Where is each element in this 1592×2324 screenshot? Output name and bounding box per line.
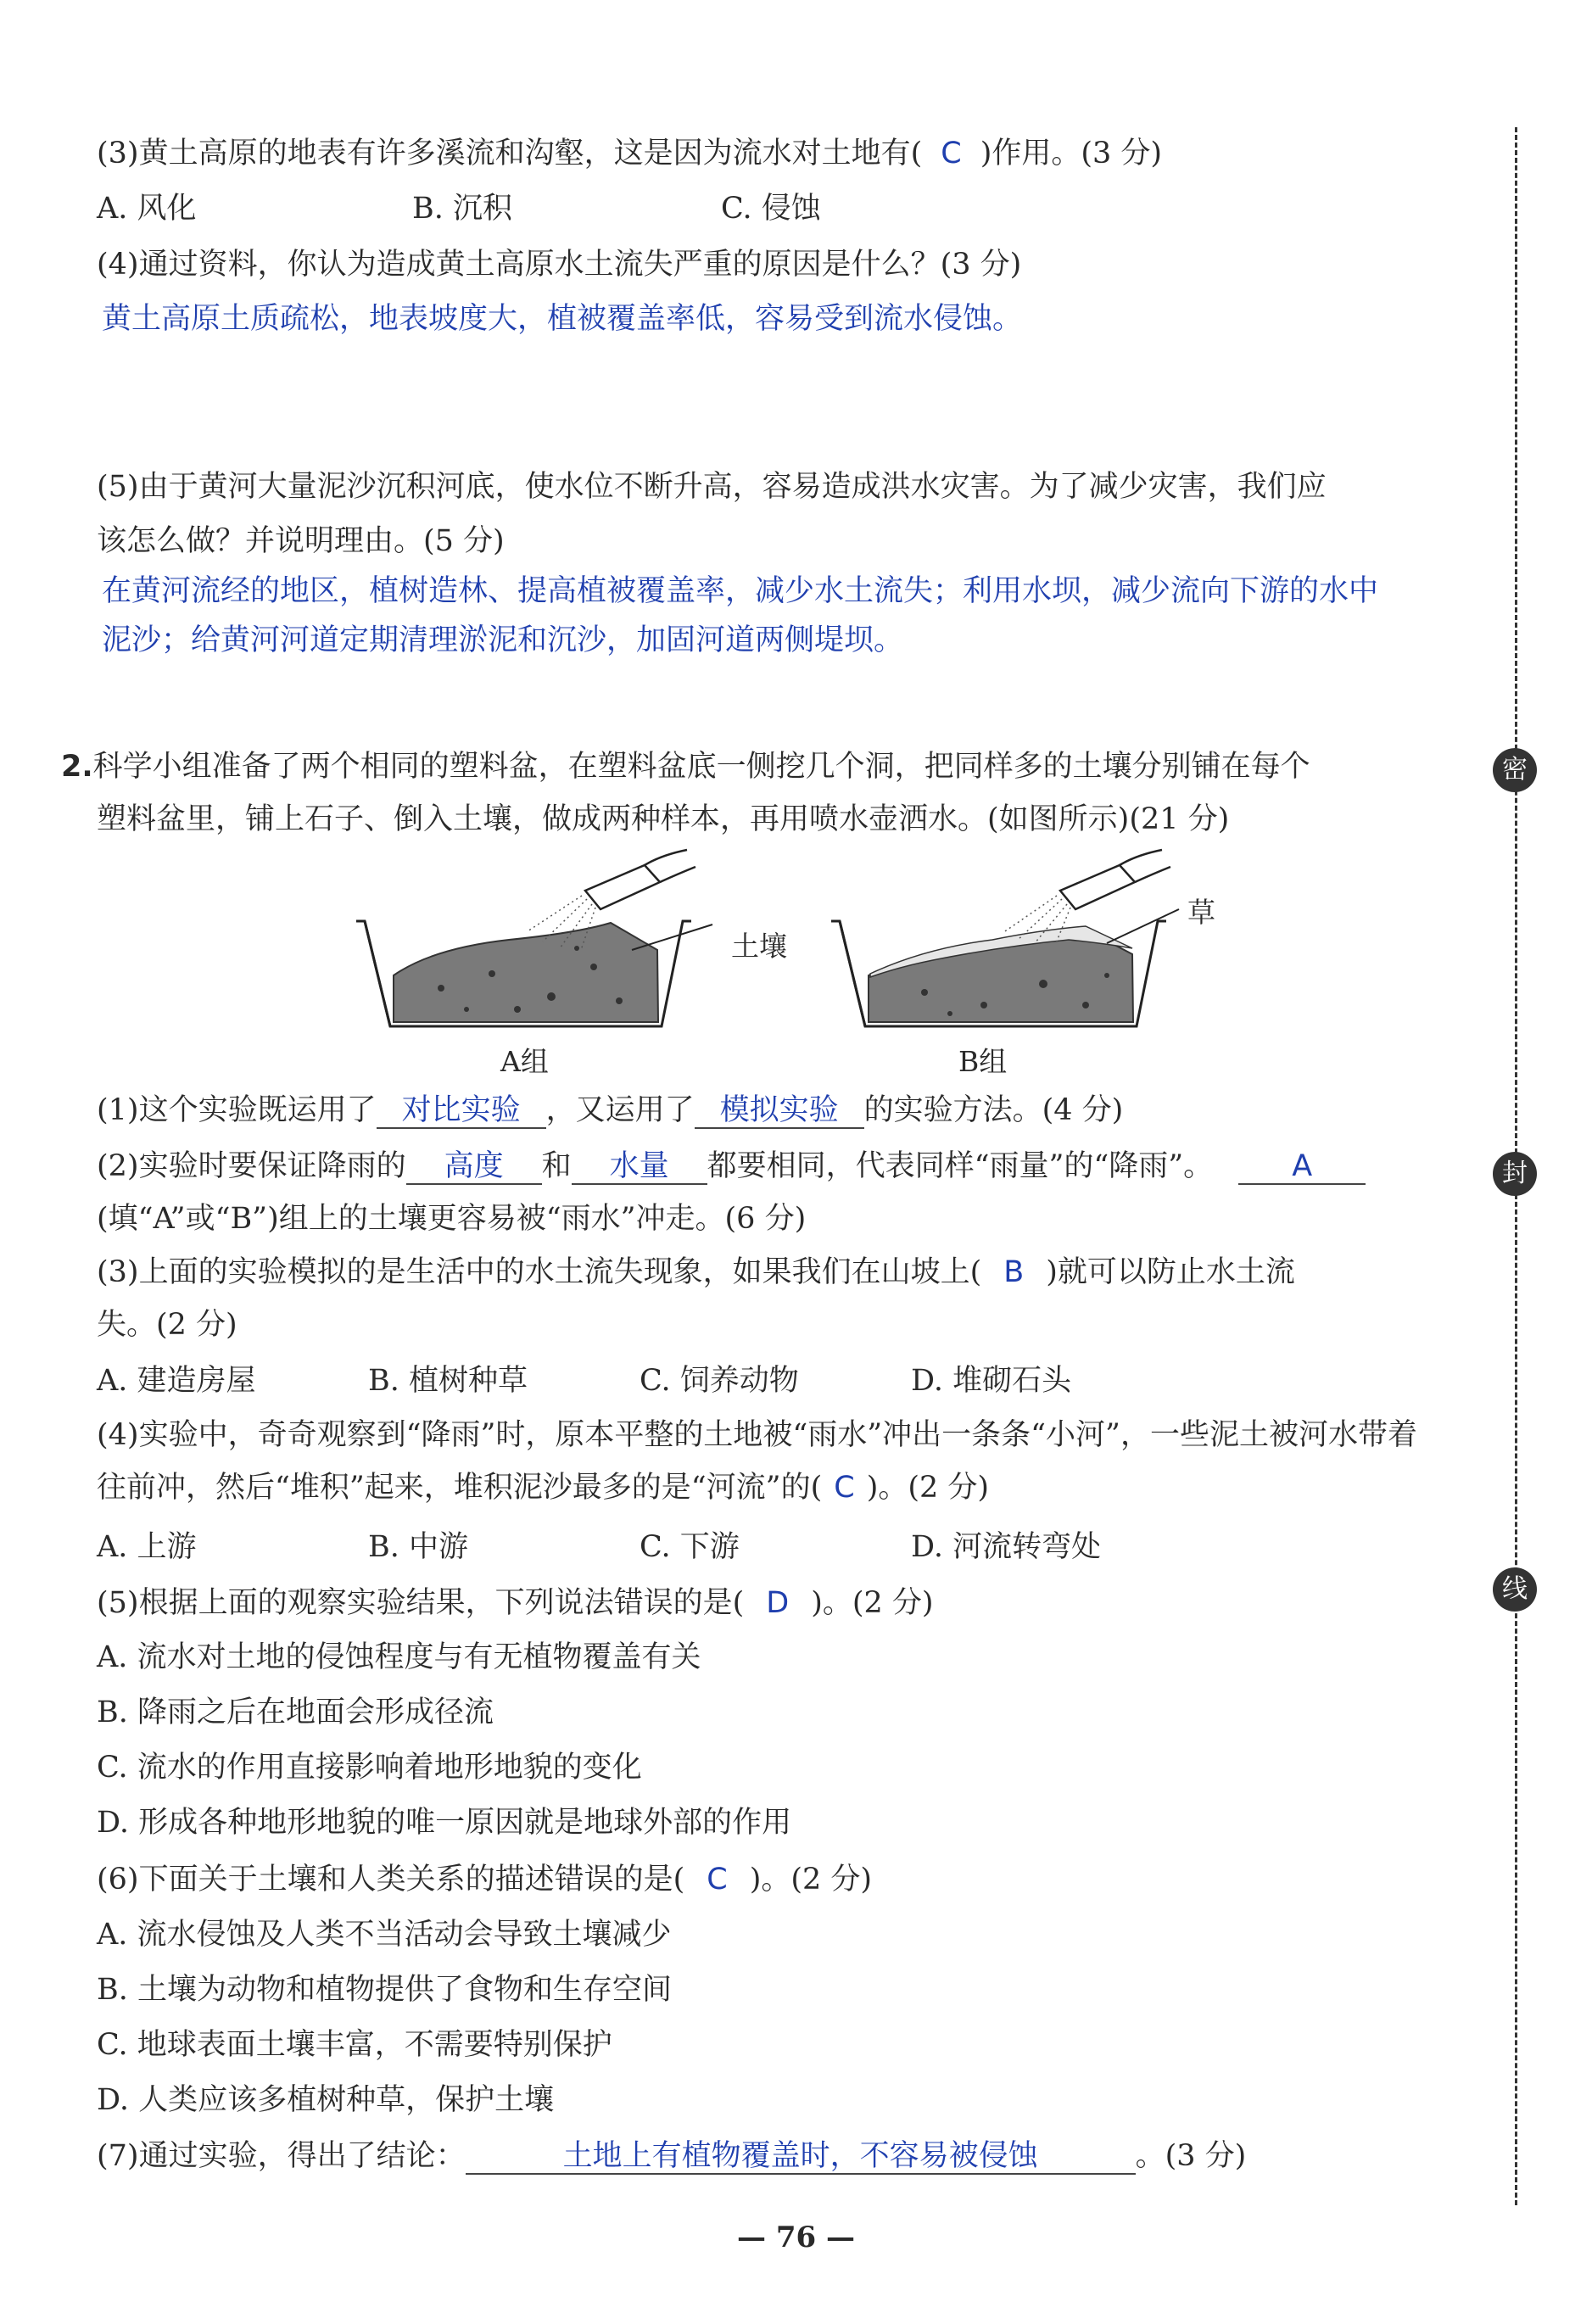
q2-2-question-line2: (填“A”或“B”)组上的土壤更容易被“雨水”冲走。(6 分) (97, 1202, 807, 1236)
q1-5-answer-line2: 泥沙；给黄河河道定期清理淤泥和沉沙，加固河道两侧堤坝。 (102, 623, 904, 657)
q2-5-option-d: D. 形成各种地形地貌的唯一原因就是地球外部的作用 (97, 1806, 792, 1840)
q2-3-answer: B (1003, 1255, 1025, 1289)
q2-7-question: (7)通过实验，得出了结论： 土地上有植物覆盖时，不容易被侵蚀 。(3 分) (97, 2139, 1247, 2173)
option-b: B. 植树种草 (368, 1364, 528, 1398)
label-grass: 草 (1187, 896, 1215, 929)
q1-4-question: (4)通过资料，你认为造成黄土高原水土流失严重的原因是什么？(3 分) (97, 248, 1022, 282)
q2-4-options (97, 1527, 1454, 1567)
q2-6-option-b: B. 土壤为动物和植物提供了食物和生存空间 (97, 1973, 672, 2007)
q2-6-answer: C (707, 1863, 728, 1897)
q2-3-question-line2: 失。(2 分) (97, 1308, 237, 1342)
q2-stem-line2: 塑料盆里，铺上石子、倒入土壤，做成两种样本，再用喷水壶洒水。(如图所示)(21 分) (97, 802, 1230, 836)
seal-feng: 封 (1493, 1152, 1537, 1196)
q2-stem-line1: 2.科学小组准备了两个相同的塑料盆，在塑料盆底一侧挖几个洞，把同样多的土壤分别铺在每个 (61, 750, 1310, 784)
seal-xian: 线 (1493, 1567, 1537, 1612)
option-d: D. 堆砌石头 (911, 1364, 1072, 1398)
q2-2-blank3: A (1238, 1149, 1366, 1185)
q2-2-question: (2)实验时要保证降雨的 高度 和 水量 都要相同，代表同样“雨量”的“降雨”。 A (97, 1146, 1366, 1187)
option-a: A. 建造房屋 (97, 1364, 256, 1398)
q2-5-option-c: C. 流水的作用直接影响着地形地貌的变化 (97, 1751, 642, 1785)
q1-5-answer-line1: 在黄河流经的地区，植树造林、提高植被覆盖率，减少水土流失；利用水坝，减少流向下游的水中 (102, 574, 1379, 608)
q2-4-question-line1: (4)实验中，奇奇观察到“降雨”时，原本平整的土地被“雨水”冲出一条条“小河”，一些泥土被河水带着 (97, 1418, 1417, 1452)
q2-1-blank2: 模拟实验 (695, 1093, 864, 1129)
q2-2-blank1: 高度 (406, 1149, 542, 1185)
option-c: C. 饲养动物 (640, 1364, 799, 1398)
label-soil: 土壤 (731, 930, 787, 963)
label-group-a: A组 (500, 1045, 549, 1078)
watering-can-a (585, 850, 695, 909)
pointer-grass (1107, 909, 1179, 943)
page-number: — 76 — (737, 2221, 855, 2254)
q2-1-question: (1)这个实验既运用了 对比实验 ，又运用了 模拟实验 的实验方法。(4 分) (97, 1093, 1124, 1127)
q2-2-blank2: 水量 (572, 1149, 707, 1185)
q2-3-options (97, 1360, 1454, 1401)
q2-1-blank1: 对比实验 (377, 1093, 546, 1129)
option-b: B. 沉积 (412, 192, 512, 226)
q2-4-answer: C (834, 1471, 855, 1505)
q2-5-option-b: B. 降雨之后在地面会形成径流 (97, 1696, 494, 1729)
seal-mi: 密 (1493, 748, 1537, 792)
q2-number: 2. (61, 750, 93, 784)
option-a: A. 上游 (97, 1530, 197, 1564)
q2-7-blank: 土地上有植物覆盖时，不容易被侵蚀 (466, 2139, 1136, 2175)
q2-6-option-d: D. 人类应该多植树种草，保护土壤 (97, 2083, 555, 2117)
q2-6-option-a: A. 流水侵蚀及人类不当活动会导致土壤减少 (97, 1918, 672, 1952)
q1-4-answer: 黄土高原土质疏松，地表坡度大，植被覆盖率低，容易受到流水侵蚀。 (102, 302, 1023, 336)
soil-mound-a (394, 923, 658, 1022)
q2-3-question: (3)上面的实验模拟的是生活中的水土流失现象，如果我们在山坡上( B )就可以防止水土流 (97, 1255, 1295, 1289)
option-d: D. 河流转弯处 (911, 1530, 1102, 1564)
q2-5-answer: D (766, 1586, 790, 1620)
q1-3-question: (3)黄土高原的地表有许多溪流和沟壑，这是因为流水对土地有( C )作用。(3 分) (97, 137, 1163, 170)
option-b: B. 中游 (368, 1530, 468, 1564)
option-c: C. 侵蚀 (721, 192, 821, 226)
experiment-figure (339, 848, 1238, 1106)
option-c: C. 下游 (640, 1530, 740, 1564)
q1-5-question-line1: (5)由于黄河大量泥沙沉积河底，使水位不断升高，容易造成洪水灾害。为了减少灾害，我们应 (97, 470, 1327, 504)
watering-can-b (1060, 850, 1170, 909)
q2-4-question-line2: 往前冲，然后“堆积”起来，堆积泥沙最多的是“河流”的( C )。(2 分) (97, 1471, 990, 1505)
experiment-illustration (339, 848, 1238, 1103)
q1-3-options (97, 188, 1454, 229)
q2-6-question: (6)下面关于土壤和人类关系的描述错误的是( C )。(2 分) (97, 1863, 873, 1897)
q2-5-option-a: A. 流水对土地的侵蚀程度与有无植物覆盖有关 (97, 1640, 701, 1674)
q1-5-question-line2: 该怎么做？并说明理由。(5 分) (97, 524, 505, 558)
pointer-soil (632, 925, 712, 950)
option-a: A. 风化 (97, 192, 197, 226)
q1-3-answer: C (941, 137, 962, 170)
q2-5-question: (5)根据上面的观察实验结果，下列说法错误的是( D )。(2 分) (97, 1586, 934, 1620)
q2-6-option-c: C. 地球表面土壤丰富，不需要特别保护 (97, 2028, 612, 2062)
label-group-b: B组 (958, 1045, 1008, 1078)
